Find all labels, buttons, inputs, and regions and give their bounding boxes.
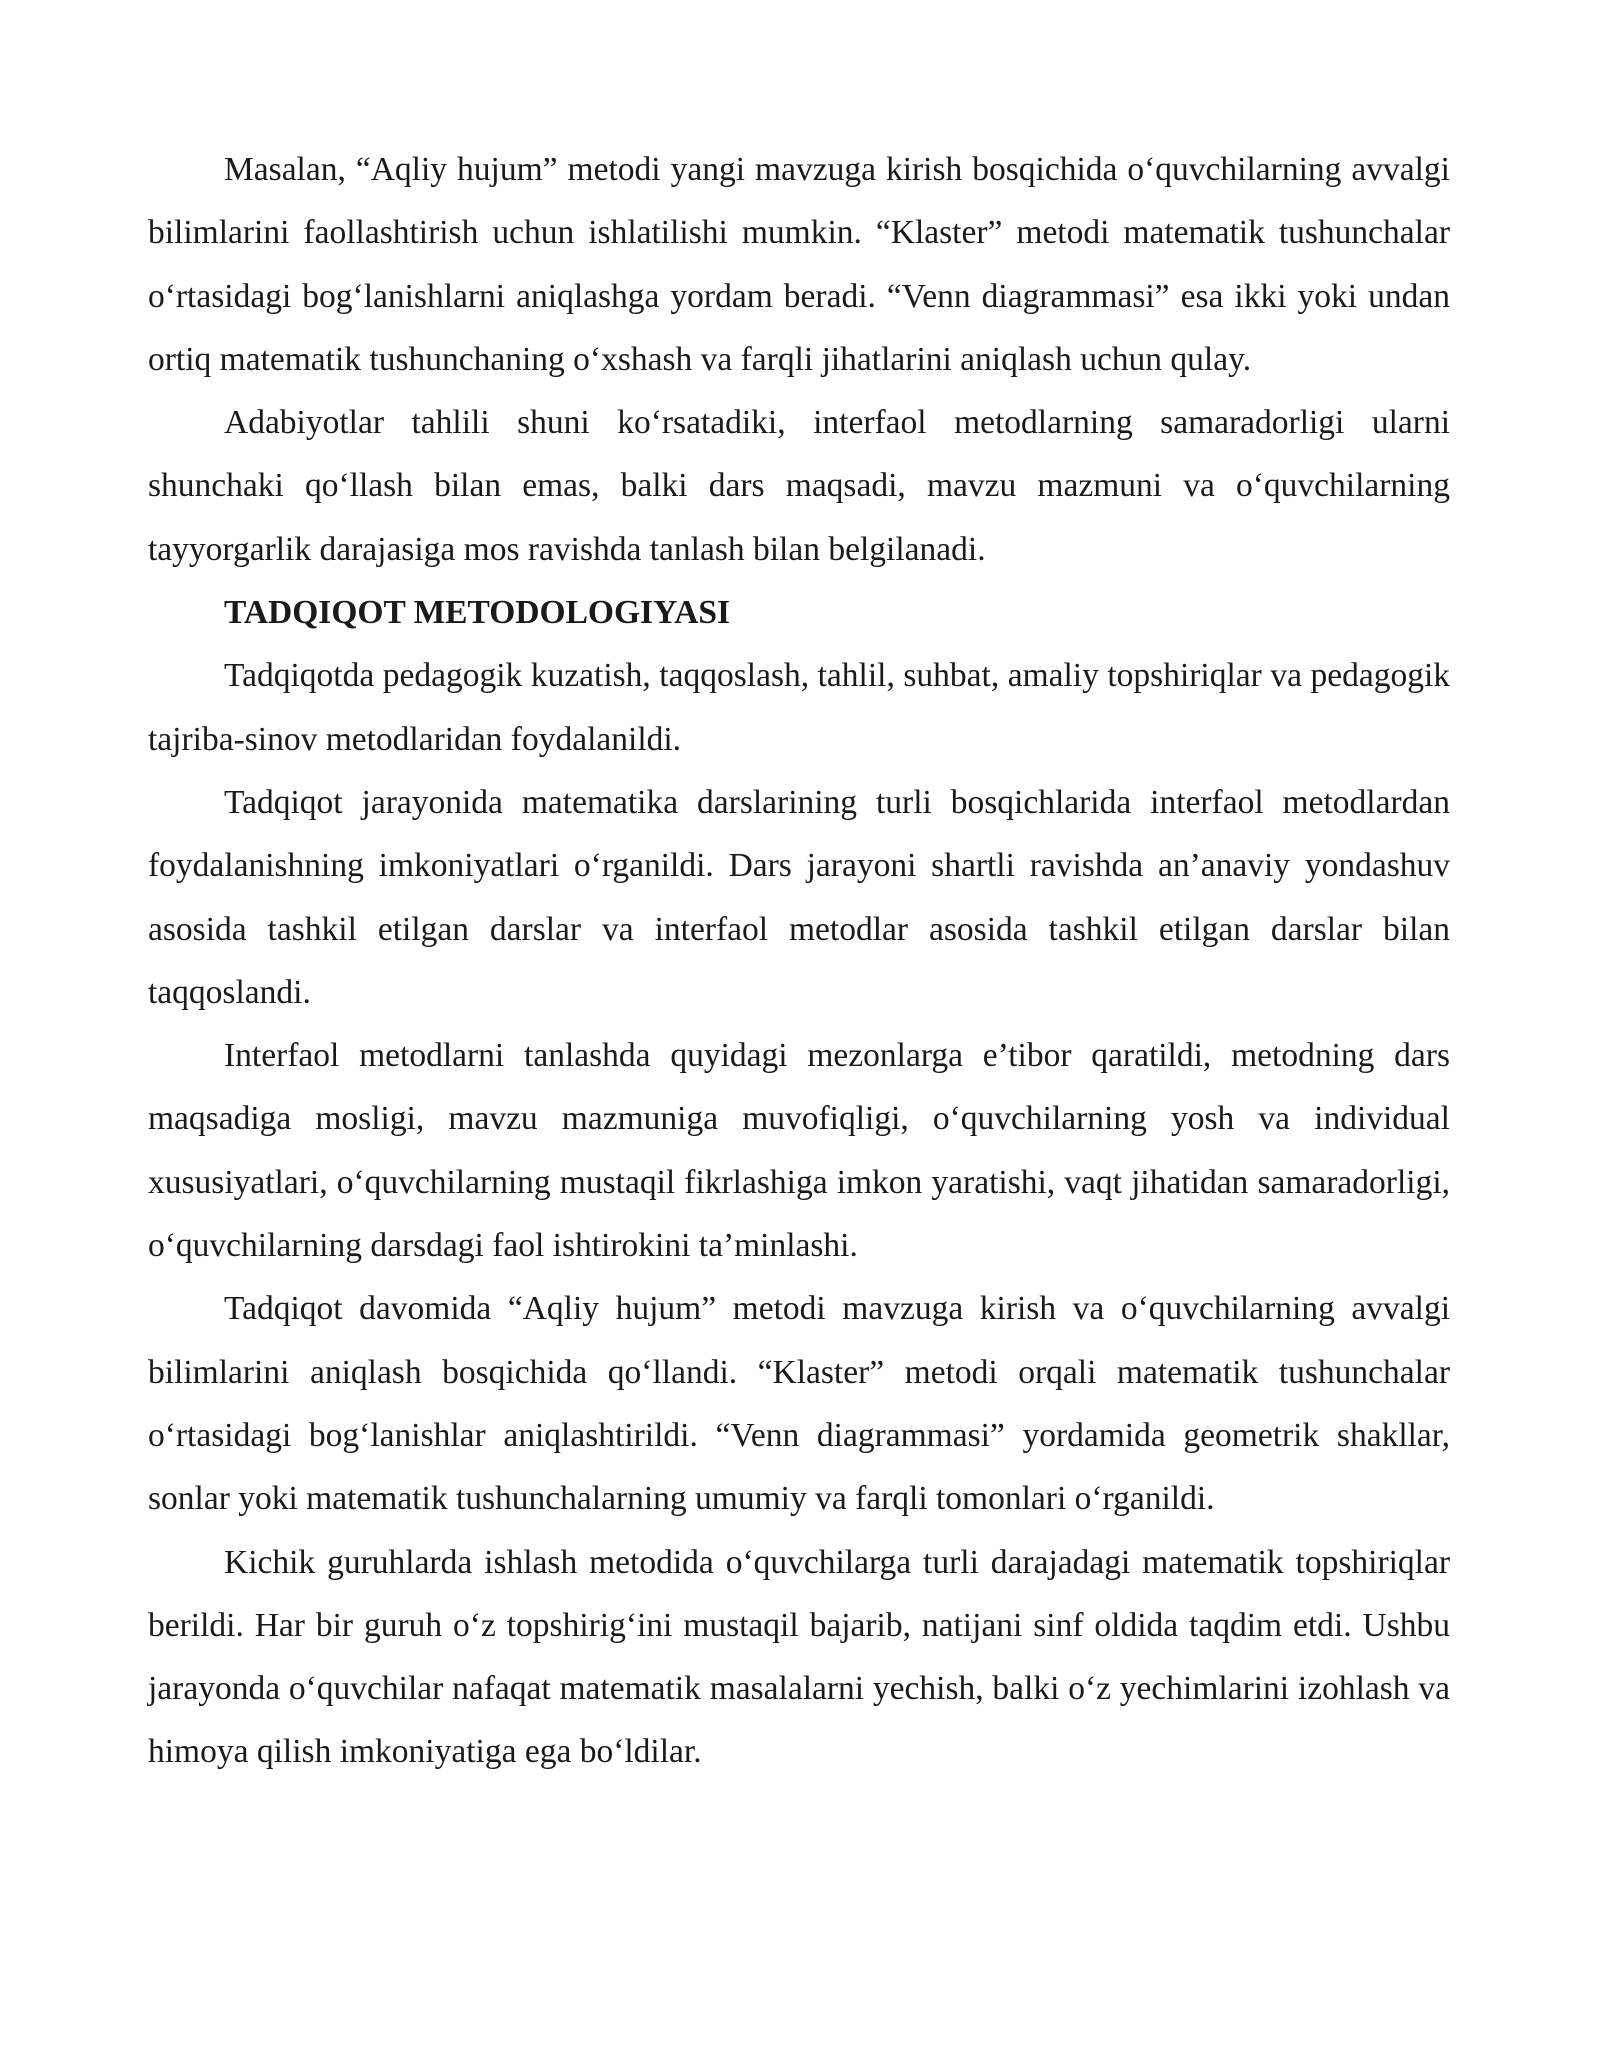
paragraph-selection-criteria: Interfaol metodlarni tanlashda quyidagi mezonlarga e’tibor qaratildi, metodning dars maqsadiga mosligi, mavzu mazmuniga muvofiqligi, oʻquvchilarning yosh va individual xususiyatlari, oʻquvchilarning mustaqil fikrlashiga imkon yaratishi, vaqt jihatidan samaradorligi, oʻquvchilarning darsdagi faol ishtirokini ta’minlashi. [148, 1037, 1450, 1265]
paragraph-methods-application: Tadqiqot davomida “Aqliy hujum” metodi mavzuga kirish va oʻquvchilarning avvalgi bilimlarini aniqlash bosqichida qoʻllandi. “Klaster” metodi orqali matematik tushunchalar oʻrtasidagi bogʻlanishlar aniqlashtirildi. “Venn diagrammasi” yordamida geometrik shakllar, sonlar yoki matematik tushunchalarning umumiy va farqli tomonlari oʻrganildi. [148, 1290, 1450, 1518]
paragraph-literature-analysis: Adabiyotlar tahlili shuni koʻrsatadiki, interfaol metodlarning samaradorligi ularni shunchaki qoʻllash bilan emas, balki dars maqsadi, mavzu mazmuni va oʻquvchilarning tayyorgarlik darajasiga mos ravishda tanlash bilan belgilanadi. [148, 404, 1450, 568]
paragraph-small-groups: Kichik guruhlarda ishlash metodida oʻquvchilarga turli darajadagi matematik topshiriqlar berildi. Har bir guruh oʻz topshirigʻini mustaqil bajarib, natijani sinf oldida taqdim etdi. Ushbu jarayonda oʻquvchilar nafaqat matematik masalalarni yechish, balki oʻz yechimlarini izohlash va himoya qilish imkoniyatiga ega boʻldilar. [148, 1543, 1450, 1771]
paragraph-methods-intro: Masalan, “Aqliy hujum” metodi yangi mavzuga kirish bosqichida oʻquvchilarning avvalgi bilimlarini faollashtirish uchun ishlatilishi mumkin. “Klaster” metodi matematik tushunchalar oʻrtasidagi bogʻlanishlarni aniqlashga yordam beradi. “Venn diagrammasi” esa ikki yoki undan ortiq matematik tushunchaning oʻxshash va farqli jihatlarini aniqlash uchun qulay. [148, 151, 1450, 378]
paragraph-research-process: Tadqiqot jarayonida matematika darslarining turli bosqichlarida interfaol metodlardan foydalanishning imkoniyatlari oʻrganildi. Dars jarayoni shartli ravishda an’anaviy yondashuv asosida tashkil etilgan darslar va interfaol metodlar asosida tashkil etilgan darslar bilan taqqoslandi. [148, 783, 1450, 1011]
section-heading-methodology: TADQIQOT METODOLOGIYASI [224, 594, 731, 632]
document-page [148, 138, 1450, 1784]
paragraph-research-methods: Tadqiqotda pedagogik kuzatish, taqqoslash, tahlil, suhbat, amaliy topshiriqlar va pedagogik tajriba-sinov metodlaridan foydalanildi. [148, 657, 1450, 758]
